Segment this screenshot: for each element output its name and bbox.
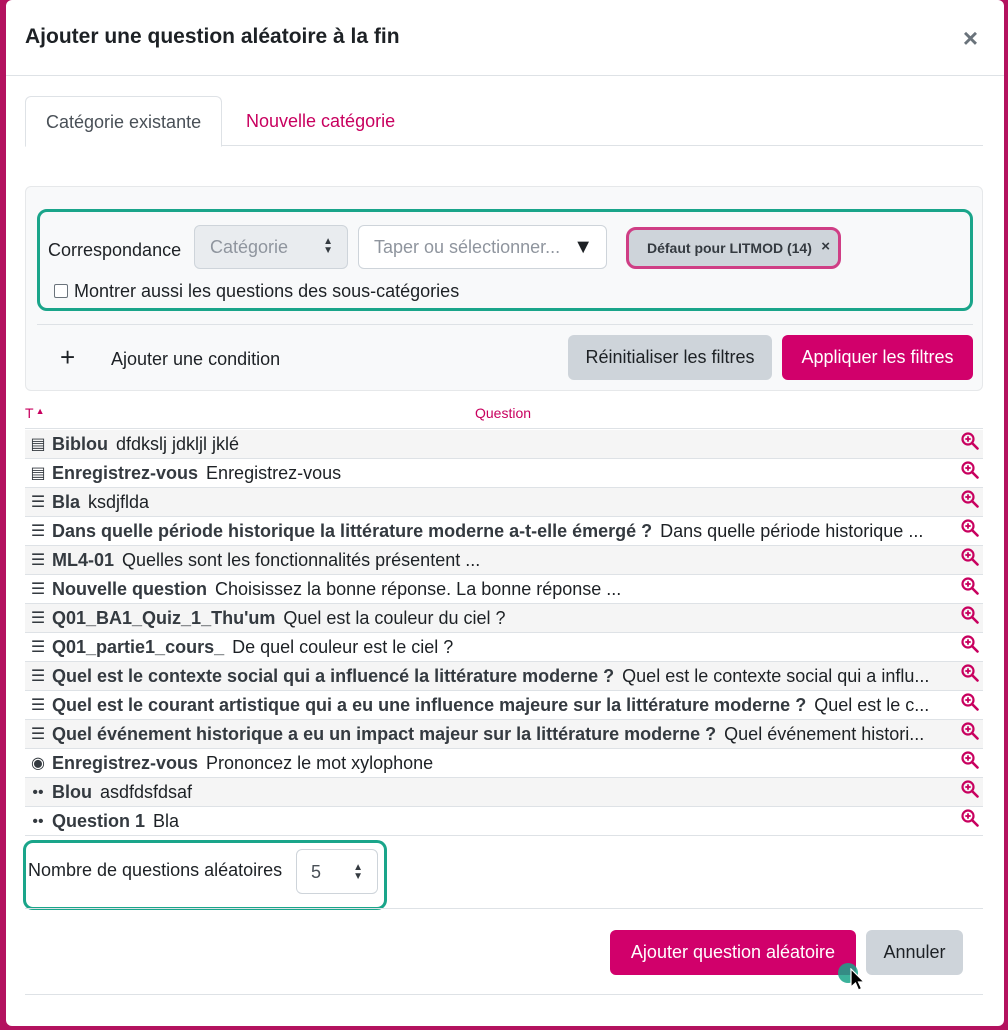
essay-icon: ▤ <box>30 465 46 482</box>
question-name: Q01_BA1_Quiz_1_Thu'um <box>52 608 276 628</box>
question-name: ML4-01 <box>52 550 115 570</box>
question-text <box>52 517 957 546</box>
question-name: Quel événement historique a eu un impact majeur sur la littérature moderne ? <box>52 724 717 744</box>
table-row[interactable] <box>25 720 983 749</box>
modal-header <box>6 0 1004 76</box>
question-name: Dans quelle période historique la littérature moderne a-t-elle émergé ? <box>52 521 653 541</box>
table-row[interactable] <box>25 488 983 517</box>
chip-label: Défaut pour LITMOD (14) <box>647 240 812 256</box>
multichoice-icon: ☰ <box>30 668 46 685</box>
filter-condition <box>37 209 973 311</box>
question-summary: Prononcez le mot xylophone <box>206 753 434 773</box>
question-summary: ksdjflda <box>88 492 150 512</box>
question-summary: Dans quelle période historique ... <box>660 521 924 541</box>
plus-icon[interactable]: + <box>60 342 76 372</box>
table-header-divider <box>25 428 983 429</box>
question-name: Q01_partie1_cours_ <box>52 637 225 657</box>
question-text <box>52 807 957 836</box>
condition-type-value: Catégorie <box>210 237 289 257</box>
category-tabs <box>25 96 983 146</box>
table-row[interactable] <box>25 633 983 662</box>
panel-divider <box>37 324 973 325</box>
question-text <box>52 575 957 604</box>
zoom-in-icon[interactable] <box>961 459 979 488</box>
question-summary: Bla <box>153 811 180 831</box>
question-summary: dfdkslj jdkljl jklé <box>116 434 240 454</box>
question-summary: Choisissez la bonne réponse. La bonne réponse ... <box>215 579 622 599</box>
multichoice-icon: ☰ <box>30 726 46 743</box>
multichoice-icon: ☰ <box>30 639 46 656</box>
table-row[interactable] <box>25 517 983 546</box>
question-summary: Quel est la couleur du ciel ? <box>283 608 506 628</box>
zoom-in-icon[interactable] <box>961 546 979 575</box>
question-summary: asdfdsfdsaf <box>100 782 193 802</box>
reset-filters-button[interactable]: Réinitialiser les filtres <box>568 335 772 380</box>
close-icon[interactable]: × <box>962 23 978 53</box>
table-row[interactable] <box>25 662 983 691</box>
subcategories-label: Montrer aussi les questions des sous-catégories <box>74 281 460 301</box>
select-arrows-icon: ▲ ▼ <box>353 862 363 882</box>
question-name: Enregistrez-vous <box>52 753 199 773</box>
zoom-in-icon[interactable] <box>961 749 979 778</box>
subcategories-option[interactable] <box>54 281 459 302</box>
zoom-in-icon[interactable] <box>961 575 979 604</box>
table-row[interactable] <box>25 749 983 778</box>
question-text <box>52 633 957 662</box>
question-name: Question 1 <box>52 811 146 831</box>
table-row[interactable] <box>25 575 983 604</box>
table-row[interactable] <box>25 546 983 575</box>
zoom-in-icon[interactable] <box>961 604 979 633</box>
random-count-label: Nombre de questions aléatoires <box>28 860 283 880</box>
table-row[interactable] <box>25 459 983 488</box>
essay-icon: ▤ <box>30 436 46 453</box>
question-summary: Quelles sont les fonctionnalités présentent ... <box>122 550 481 570</box>
question-summary: Quel est le contexte social qui a influ... <box>622 666 930 686</box>
question-summary: Quel est le c... <box>814 695 930 715</box>
question-column-header[interactable]: Question <box>475 405 532 421</box>
random-question-modal <box>6 0 1004 1026</box>
zoom-in-icon[interactable] <box>961 488 979 517</box>
question-summary: De quel couleur est le ciel ? <box>232 637 454 657</box>
apply-filters-button[interactable]: Appliquer les filtres <box>782 335 973 380</box>
mouse-cursor-icon <box>850 968 866 992</box>
chip-remove-icon[interactable]: × <box>821 238 830 255</box>
question-summary: Quel événement histori... <box>724 724 925 744</box>
random-count-select[interactable] <box>296 849 378 894</box>
table-row[interactable] <box>25 430 983 459</box>
multichoice-icon: ☰ <box>30 552 46 569</box>
zoom-in-icon[interactable] <box>961 720 979 749</box>
question-name: Quel est le courant artistique qui a eu une influence majeure sur la littérature moderne ? <box>52 695 807 715</box>
add-condition-button[interactable]: Ajouter une condition <box>111 349 281 369</box>
footer-bottom-divider <box>25 994 983 995</box>
modal-title: Ajouter une question aléatoire à la fin <box>25 25 400 48</box>
short-answer-icon: •• <box>32 784 44 801</box>
category-search-placeholder: Taper ou sélectionner... <box>374 237 561 257</box>
tab-existing-category[interactable]: Catégorie existante <box>25 96 222 147</box>
zoom-in-icon[interactable] <box>961 691 979 720</box>
question-name: Blou <box>52 782 92 802</box>
question-text <box>52 662 957 691</box>
table-row[interactable] <box>25 778 983 807</box>
question-text <box>52 720 957 749</box>
multichoice-icon: ☰ <box>30 523 46 540</box>
table-row[interactable] <box>25 807 983 836</box>
multichoice-icon: ☰ <box>30 581 46 598</box>
filter-panel <box>25 186 983 391</box>
multichoice-icon: ☰ <box>30 610 46 627</box>
category-search-input[interactable] <box>358 225 607 269</box>
question-text <box>52 749 957 778</box>
question-name: Enregistrez-vous <box>52 463 199 483</box>
short-answer-icon: •• <box>32 813 44 830</box>
add-random-question-button[interactable]: Ajouter question aléatoire <box>610 930 856 975</box>
zoom-in-icon[interactable] <box>961 517 979 546</box>
question-text <box>52 691 957 720</box>
multichoice-icon: ☰ <box>30 697 46 714</box>
question-name: Nouvelle question <box>52 579 208 599</box>
cancel-button[interactable]: Annuler <box>866 930 963 975</box>
question-text <box>52 604 957 633</box>
table-row[interactable] <box>25 604 983 633</box>
type-column-header[interactable]: T ▲ <box>25 405 45 421</box>
zoom-in-icon[interactable] <box>961 807 979 836</box>
zoom-in-icon[interactable] <box>961 662 979 691</box>
question-text <box>52 546 957 575</box>
question-text <box>52 488 957 517</box>
condition-type-select[interactable] <box>194 225 348 269</box>
match-label: Correspondance <box>48 240 182 260</box>
question-text <box>52 459 957 488</box>
zoom-in-icon[interactable] <box>961 430 979 459</box>
zoom-in-icon[interactable] <box>961 633 979 662</box>
selected-category-chip[interactable] <box>626 227 841 269</box>
subcategories-checkbox[interactable] <box>54 284 68 298</box>
audio-record-icon: ◉ <box>31 755 45 772</box>
footer-divider <box>25 908 983 909</box>
question-name: Biblou <box>52 434 108 454</box>
question-text <box>52 778 957 807</box>
table-row[interactable] <box>25 691 983 720</box>
dropdown-arrow-icon[interactable]: ▼ <box>573 236 593 258</box>
zoom-in-icon[interactable] <box>961 778 979 807</box>
multichoice-icon: ☰ <box>30 494 46 511</box>
tab-new-category[interactable]: Nouvelle catégorie <box>246 111 396 131</box>
question-text <box>52 430 957 459</box>
sort-asc-icon: ▲ <box>35 406 45 416</box>
select-arrows-icon: ▲ ▼ <box>323 236 333 256</box>
random-count-group <box>23 840 387 910</box>
random-count-value: 5 <box>311 862 322 882</box>
question-name: Quel est le contexte social qui a influencé la littérature moderne ? <box>52 666 615 686</box>
question-summary: Enregistrez-vous <box>206 463 342 483</box>
question-name: Bla <box>52 492 81 512</box>
